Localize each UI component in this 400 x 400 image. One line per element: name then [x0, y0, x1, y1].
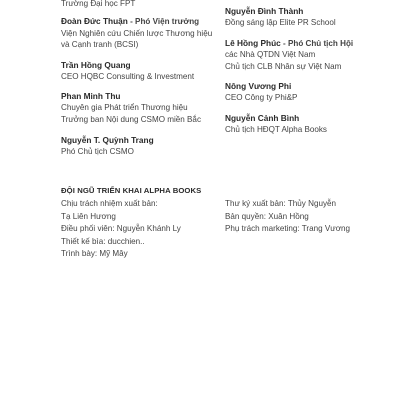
contributor-name: Nguyễn T. Quỳnh Trang [61, 134, 154, 145]
contributor-role: Chuyên gia Phát triển Thương hiệu [61, 103, 188, 113]
contributor-role: Chủ tịch HĐQT Alpha Books [225, 124, 327, 134]
team-line: Chịu trách nhiệm xuất bản: [61, 199, 158, 208]
team-line: Thiết kế bìa: ducchien.. [61, 236, 145, 246]
contributor-entry [61, 91, 231, 125]
team-left-list [61, 198, 221, 261]
contributor-role: Phó Chủ tịch CSMO [61, 146, 134, 156]
contributor-name: Trần Hồng Quang [61, 59, 131, 70]
team-right-list [225, 198, 395, 236]
team-line: Thư ký xuất bản: Thủy Nguyễn [225, 199, 336, 208]
contributor-name: Phan Minh Thu [61, 91, 121, 102]
contributor-role: CEO Công ty Phi&P [225, 93, 298, 103]
right-column [225, 6, 395, 145]
contributor-entry [225, 6, 395, 29]
team-heading: ĐỘI NGŨ TRIỂN KHAI ALPHA BOOKS [61, 186, 202, 195]
team-line: Điều phối viên: Nguyễn Khánh Ly [61, 224, 181, 234]
team-line: Bản quyền: Xuân Hồng [225, 211, 309, 221]
contributor-name: Nguyễn Đình Thành [225, 6, 304, 16]
contributor-role: Đồng sáng lập Elite PR School [225, 18, 336, 27]
contributor-entry [225, 81, 395, 104]
contributor-role: các Nhà QTDN Việt Nam [225, 50, 316, 60]
contributor-entry [225, 113, 395, 136]
team-line: Phụ trách marketing: Trang Vương [225, 224, 350, 234]
team-line: Trình bày: Mỹ Mây [61, 249, 128, 259]
contributor-entry [61, 16, 231, 51]
clipped-role-line: Trường Đại học FPT [61, 0, 136, 8]
contributor-entry [61, 135, 231, 158]
team-line: Tạ Liên Hương [61, 211, 116, 221]
contributor-entry [61, 60, 231, 83]
contributor-entry [225, 38, 395, 73]
contributor-role: Viện Nghiên cứu Chiến lược Thương hiệu [61, 28, 213, 38]
contributor-role: Chủ tịch CLB Nhân sự Việt Nam [225, 61, 342, 71]
contributor-name: Nông Vương Phi [225, 81, 292, 92]
contributor-role: CEO HQBC Consulting & Investment [61, 71, 195, 81]
contributor-name: Lê Hồng Phúc [225, 37, 281, 48]
contributor-name: Nguyễn Cảnh Bình [225, 112, 300, 123]
contributor-name: Đoàn Đức Thuận [61, 16, 128, 26]
contributor-role: và Cạnh tranh (BCSI) [61, 40, 139, 50]
left-column [61, 16, 231, 166]
contributor-role: Trưởng ban Nội dung CSMO miền Bắc [61, 114, 201, 124]
contributor-role-inline: - Phó Chủ tịch Hội [280, 38, 354, 48]
contributor-role-inline: - Phó Viện trưởng [127, 17, 200, 26]
